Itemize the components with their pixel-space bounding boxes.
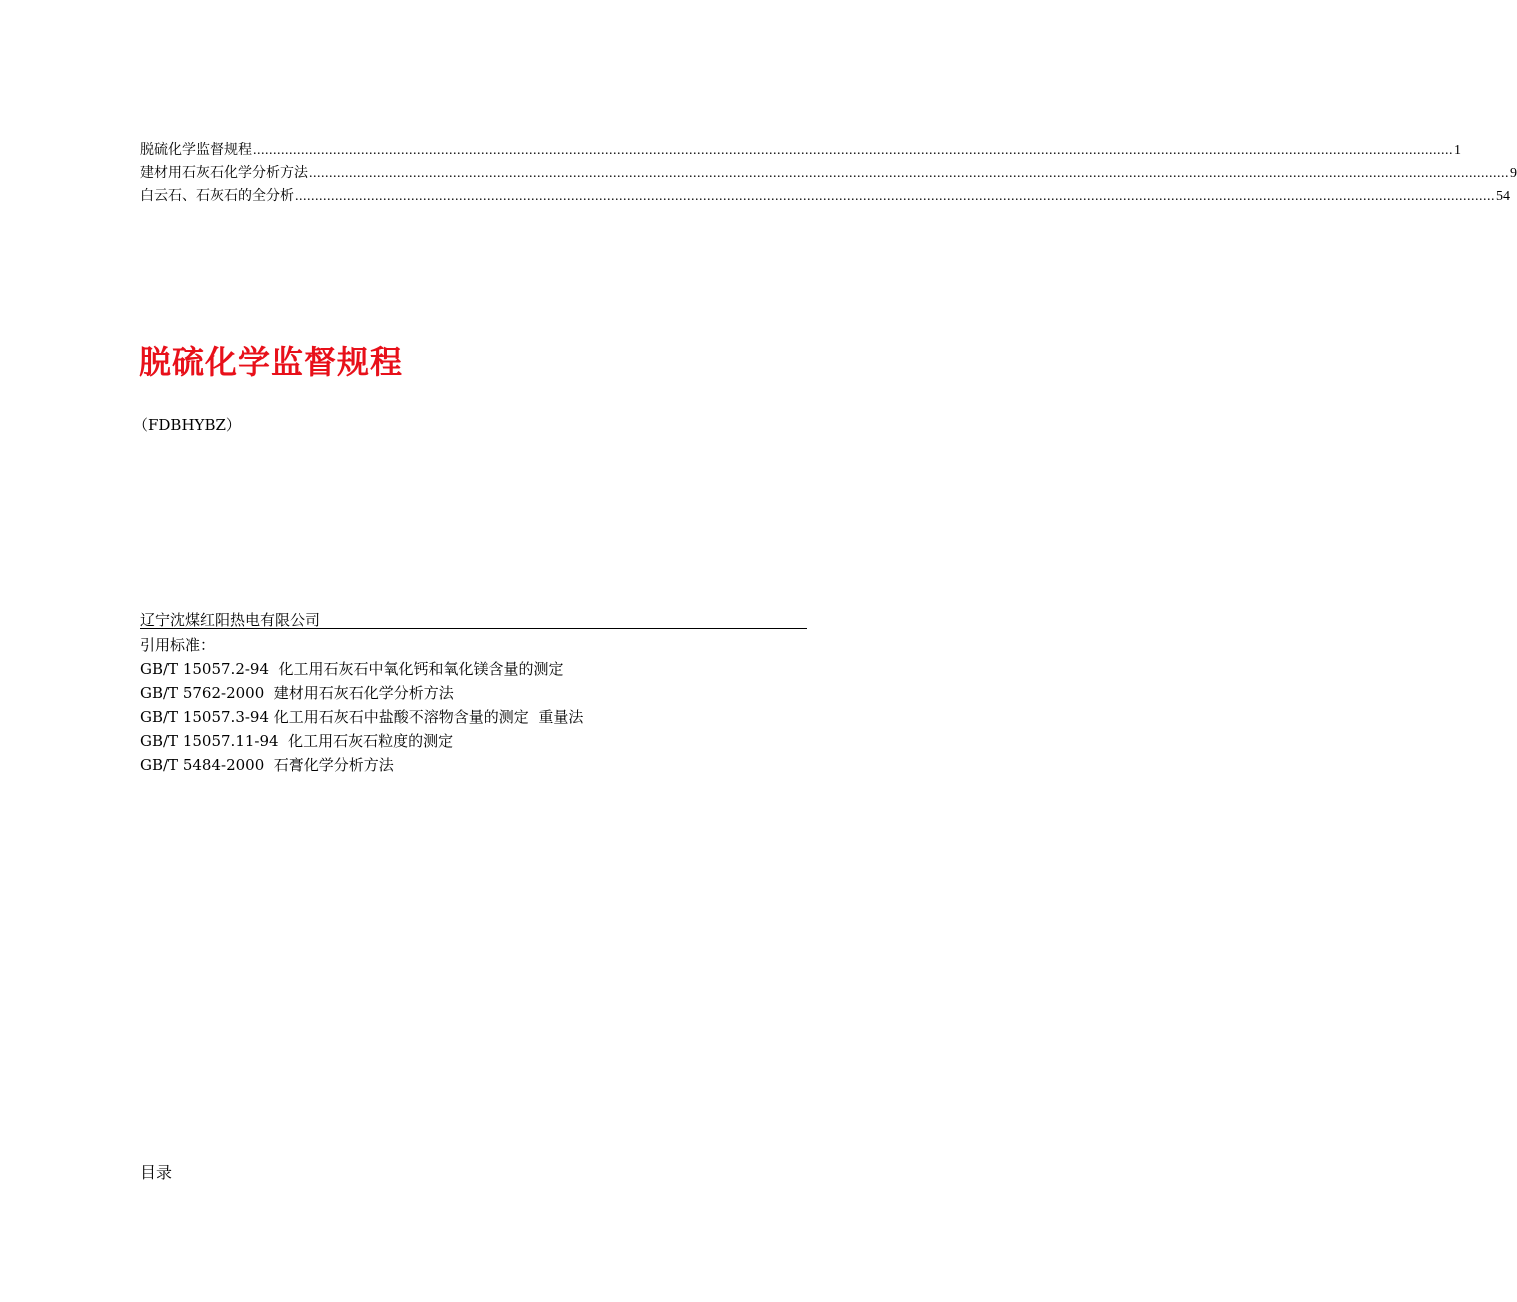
toc-entry[interactable] xyxy=(140,162,1517,185)
toc-dot-leader: ............................................................................................................................................................................................................................................................................................................ xyxy=(295,189,1495,204)
reference-item: GB/T 15057.11-94 化工用石灰石粒度的测定 xyxy=(140,732,454,750)
document-code: （FDBHYBZ） xyxy=(133,416,241,434)
table-of-contents xyxy=(140,139,1517,208)
toc-entry[interactable] xyxy=(140,185,1510,208)
toc-entry[interactable] xyxy=(140,139,1461,162)
contents-heading: 目录 xyxy=(140,1163,173,1182)
toc-entry-page: 9 xyxy=(1510,166,1517,181)
toc-entry-page: 1 xyxy=(1454,143,1461,158)
toc-entry-title: 脱硫化学监督规程 xyxy=(140,142,252,158)
reference-item: GB/T 5762-2000 建材用石灰石化学分析方法 xyxy=(140,684,454,702)
referenced-standards xyxy=(140,633,583,777)
reference-item: GB/T 15057.3-94 化工用石灰石中盐酸不溶物含量的测定 重量法 xyxy=(140,708,584,726)
toc-dot-leader: ............................................................................................................................................................................................................................................................................................................ xyxy=(309,166,1509,181)
toc-entry-page: 54 xyxy=(1496,189,1510,204)
toc-entry-title: 建材用石灰石化学分析方法 xyxy=(140,165,308,181)
document-title: 脱硫化学监督规程 xyxy=(139,343,404,381)
references-heading: 引用标准： xyxy=(140,636,216,654)
toc-entry-title: 白云石、石灰石的全分析 xyxy=(140,188,294,204)
company-name: 辽宁沈煤红阳热电有限公司 xyxy=(140,609,807,629)
reference-item: GB/T 15057.2-94 化工用石灰石中氧化钙和氧化镁含量的测定 xyxy=(140,660,564,678)
reference-item: GB/T 5484-2000 石膏化学分析方法 xyxy=(140,756,394,774)
toc-dot-leader: ............................................................................................................................................................................................................................................................................................................ xyxy=(253,143,1453,158)
